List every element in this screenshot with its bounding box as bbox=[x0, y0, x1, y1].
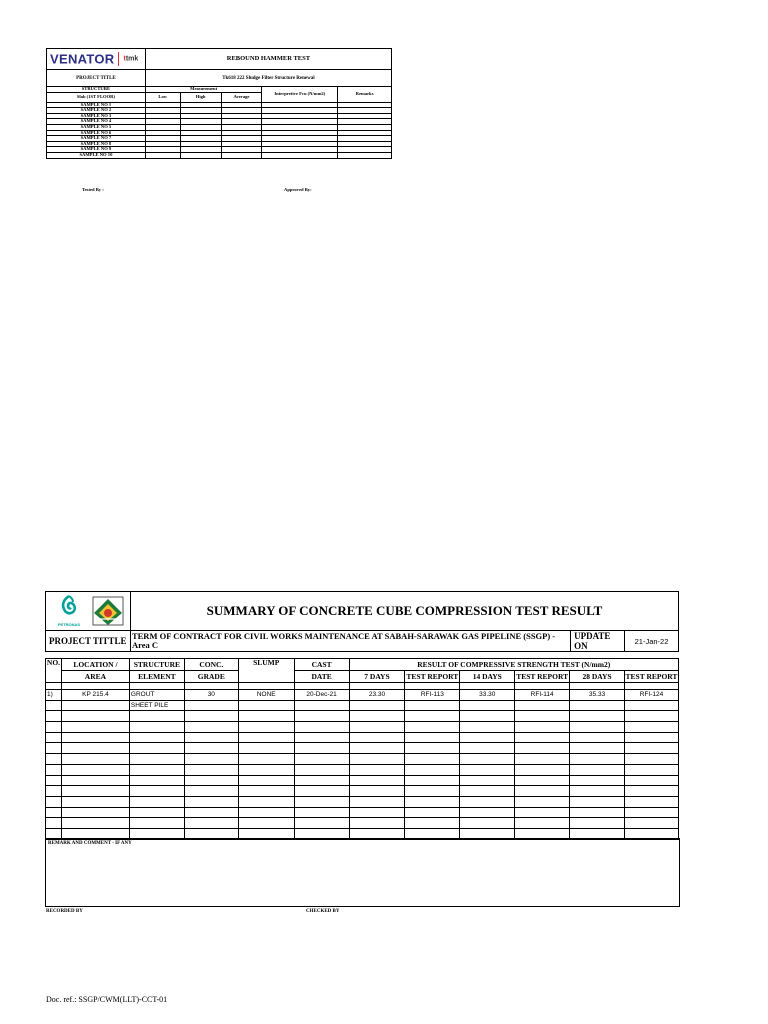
table-row bbox=[46, 743, 679, 754]
update-on-value: 21-Jan-22 bbox=[625, 631, 679, 652]
sample-row: SAMPLE NO 8 bbox=[47, 141, 392, 147]
sample-row: SAMPLE NO 10 bbox=[47, 152, 392, 158]
summary-header bbox=[45, 591, 679, 652]
table-row bbox=[46, 786, 679, 797]
sample-row: SAMPLE NO 4 bbox=[47, 119, 392, 125]
petronas-icon bbox=[59, 595, 79, 617]
col-result: RESULT OF COMPRESSIVE STRENGTH TEST (N/mm2) bbox=[349, 659, 678, 671]
col-structure: STRUCTURE bbox=[129, 659, 184, 671]
tmk-logo: ttmk bbox=[123, 55, 139, 63]
sample-row: SAMPLE NO 1 bbox=[47, 102, 392, 108]
col-grade: GRADE bbox=[184, 671, 238, 683]
average-label: Average bbox=[221, 92, 262, 102]
table-row bbox=[46, 818, 679, 829]
approved-by-label: Approved By: bbox=[284, 187, 312, 192]
col-7days: 7 DAYS bbox=[349, 671, 405, 683]
table-row: 1) KP 215.4 GROUT 30 NONE 20-Dec-21 23.30 RFI-113 33.30 RFI-114 35.33 RFI-124 bbox=[46, 690, 679, 701]
crest-logo bbox=[91, 595, 125, 627]
low-label: Low bbox=[145, 92, 180, 102]
slab-label: Slab (1ST FLOOR) bbox=[47, 92, 146, 102]
measurement-label: Measurement bbox=[145, 87, 262, 93]
checked-by-label: CHECKED BY bbox=[306, 909, 340, 914]
project-tittle-label: PROJECT TITTLE bbox=[46, 631, 131, 652]
rebound-project-title-label: PROJECT TITLE bbox=[47, 70, 146, 87]
table-row bbox=[46, 754, 679, 765]
table-row bbox=[46, 732, 679, 743]
table-row bbox=[46, 711, 679, 722]
rebound-project-title-value: Tk618 222 Sludge Filter Structure Renewal bbox=[145, 70, 391, 87]
summary-title: SUMMARY OF CONCRETE CUBE COMPRESSION TEST RESULT bbox=[130, 592, 678, 631]
table-row bbox=[46, 722, 679, 733]
rebound-title: REBOUND HAMMER TEST bbox=[145, 49, 391, 70]
tested-by-label: Tested By : bbox=[82, 187, 104, 192]
col-cast: CAST bbox=[294, 659, 349, 671]
venator-logo: VENATOR ttmk bbox=[47, 49, 146, 70]
logos-cell bbox=[46, 592, 131, 631]
sample-row: SAMPLE NO 2 bbox=[47, 108, 392, 114]
remarks-label: Remarks bbox=[338, 87, 392, 103]
sample-row: SAMPLE NO 7 bbox=[47, 136, 392, 142]
remark-label: REMARK AND COMMENT - IF ANY bbox=[48, 841, 132, 846]
sample-row: SAMPLE NO 3 bbox=[47, 113, 392, 119]
interpretive-label: Interpretive Fcu (N/mm2) bbox=[262, 87, 338, 103]
summary-table bbox=[45, 658, 679, 840]
table-row bbox=[46, 807, 679, 818]
col-slump: SLUMP bbox=[238, 659, 294, 683]
table-row bbox=[46, 796, 679, 807]
update-on-label: UPDATE ON bbox=[571, 631, 625, 652]
crest-icon bbox=[91, 595, 125, 627]
col-conc: CONC. bbox=[184, 659, 238, 671]
high-label: High bbox=[180, 92, 221, 102]
sample-row: SAMPLE NO 6 bbox=[47, 130, 392, 136]
col-element: ELEMENT bbox=[129, 671, 184, 683]
col-area: AREA bbox=[61, 671, 129, 683]
project-tittle-value: TERM OF CONTRACT FOR CIVIL WORKS MAINTENANCE AT SABAH-SARAWAK GAS PIPELINE (SSGP) - Area C bbox=[130, 631, 570, 652]
col-14days: 14 DAYS bbox=[460, 671, 515, 683]
doc-ref: Doc. ref.: SSGP/CWM(LLT)-CCT-01 bbox=[46, 995, 168, 1004]
col-report-2: TEST REPORT bbox=[516, 671, 569, 681]
rebound-hammer-table bbox=[46, 48, 392, 159]
table-row bbox=[46, 775, 679, 786]
col-report-1: TEST REPORT bbox=[406, 671, 459, 681]
col-no: NO. bbox=[46, 659, 62, 683]
table-row bbox=[46, 764, 679, 775]
table-row: SHEET PILE bbox=[46, 700, 679, 711]
remark-box bbox=[45, 838, 680, 907]
petronas-logo: PETRONAS bbox=[51, 595, 87, 627]
sample-row: SAMPLE NO 9 bbox=[47, 147, 392, 153]
col-report-3: TEST REPORT bbox=[625, 671, 678, 681]
col-location: LOCATION / bbox=[61, 659, 129, 671]
sample-row: SAMPLE NO 5 bbox=[47, 124, 392, 130]
structure-label: STRUCTURE bbox=[47, 87, 146, 93]
col-date: DATE bbox=[294, 671, 349, 683]
col-28days: 28 DAYS bbox=[570, 671, 625, 683]
recorded-by-label: RECORDED BY bbox=[46, 909, 83, 914]
